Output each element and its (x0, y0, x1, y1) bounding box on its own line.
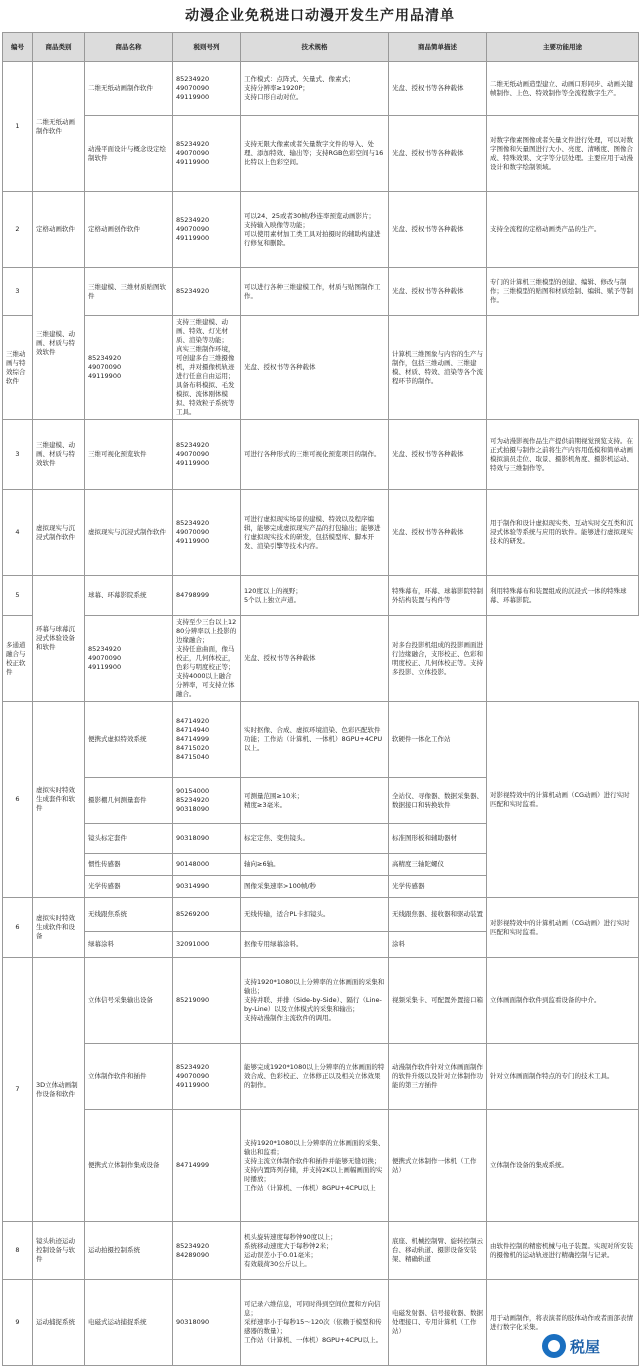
product-description: 便携式立体制作一体机（工作站） (389, 1110, 487, 1222)
product-category: 三维建模、动画、材质与特效软件 (33, 268, 85, 420)
tariff-code: 84714999 (173, 1110, 241, 1222)
table-row (3, 1110, 639, 1222)
product-name: 立体信号采集输出设备 (85, 958, 173, 1044)
main-use: 用于动画制作，将表演者的肢体动作或者面部表情进行数字化采集。 (487, 1280, 639, 1366)
row-number: 8 (3, 1222, 33, 1280)
product-description: 特殊幕布，环幕、球幕影院特制外结构装置与构件等 (389, 576, 487, 616)
tariff-code: 84798999 (173, 576, 241, 616)
tariff-code: 85234920 49070090 49119900 (173, 420, 241, 490)
product-name: 便携式虚拟特效系统 (85, 702, 173, 778)
product-name: 光学传感器 (85, 876, 173, 898)
table-row (3, 268, 639, 316)
product-description: 光学传感器 (389, 876, 487, 898)
product-name: 球幕、环幕影院系统 (85, 576, 173, 616)
tech-spec: 120度以上的视野； 5个以上独立声道。 (241, 576, 389, 616)
tech-spec: 标定定焦、变焦镜头。 (241, 824, 389, 854)
tech-spec: 可进行各种形式的三维可视化预览项目的制作。 (241, 420, 389, 490)
main-use: 针对立体画面制作特点的专门的技术工具。 (487, 1044, 639, 1110)
row-number: 6 (3, 898, 33, 958)
product-category: 虚拟实时特效生成套件和软件 (33, 702, 85, 898)
product-description: 底座、机械控制臂、旋转控制云台、移动轨道、摄影设备安装架、精确轨道 (389, 1222, 487, 1280)
row-number: 9 (3, 1280, 33, 1366)
tech-spec: 工作模式：点阵式、矢量式、像素式； 支持分辨率≥1920P； 支持口形自动对位。 (241, 62, 389, 116)
tech-spec: 支持至少三台以上1280分辨率以上投影的边缘融合； 支持任意曲面，像马校正，几何体校正，色彩与明度校正等； 支持4000以上融合分辨率，可支持立体融合。 (173, 616, 241, 702)
table-row (3, 898, 639, 932)
tech-spec: 图像采集速率>100帧/秒 (241, 876, 389, 898)
tariff-code: 85234920 49070090 49119900 (173, 116, 241, 192)
product-name: 三维可视化预览软件 (85, 420, 173, 490)
tech-spec: 可测量范围≥10米； 精度≥3毫米。 (241, 778, 389, 824)
tech-spec: 支持三维建模、动画、特效、灯光材质、渲染等功能； 真实三维制作环境，可创建多台三维摄像机，并对摄像机轨迹进行任意自由运用； 具备布料模拟、毛发模拟、流体刚体模拟、特效粒子系统等工具。 (173, 316, 241, 420)
product-description: 光盘、授权书等各种载体 (389, 192, 487, 268)
product-name: 三维建模、三维材质贴图软件 (85, 268, 173, 316)
main-use: 利用特殊幕布和装置组成的沉浸式一体的特殊球幕、环幕影院。 (487, 576, 639, 616)
table-row (3, 62, 639, 116)
tariff-code: 85219090 (173, 958, 241, 1044)
tariff-code: 85234920 49070090 49119900 (173, 62, 241, 116)
tariff-code: 85234920 49070090 49119900 (173, 1044, 241, 1110)
table-row (3, 702, 639, 778)
tariff-code: 90318090 (173, 824, 241, 854)
tech-spec: 可记录六维信息，可同时得到空间位置和方向信息； 采样速率小于每秒15～120次（依赖于模型和传感器的数量）； 工作站（计算机、一体机）8GPU+4CPU以上。 (241, 1280, 389, 1366)
main-use: 用于制作和设计虚拟现实类、互动实时交互类和沉浸式体验等系统与应用的软件。能够进行虚拟现实技术的研发。 (487, 490, 639, 576)
product-name: 摄影棚几何测量套件 (85, 778, 173, 824)
tech-spec: 轴向≥6轴。 (241, 854, 389, 876)
tariff-code: 85234920 84289090 (173, 1222, 241, 1280)
main-use: 立体制作设备的集成系统。 (487, 1110, 639, 1222)
main-use: 立体画面制作软件到监看设备的中介。 (487, 958, 639, 1044)
product-category: 虚拟现实与沉浸式制作软件 (33, 490, 85, 576)
tech-spec: 实时抠像、合成、虚拟环境渲染、色彩匹配软件功能；工作站（计算机、一体机）8GPU+4CPU以上。 (241, 702, 389, 778)
product-description: 电磁发射器、信号接收器、数据处理接口、专用计算机（工作站） (389, 1280, 487, 1366)
product-category: 定格动画软件 (33, 192, 85, 268)
product-description: 无线跟焦器、接收器和驱动装置 (389, 898, 487, 932)
product-name: 动漫平面设计与概念设定绘制软件 (85, 116, 173, 192)
product-description: 光盘、授权书等各种载体 (241, 616, 389, 702)
header-no: 编号 (3, 33, 33, 62)
product-description: 光盘、授权书等各种载体 (389, 420, 487, 490)
row-number: 1 (3, 62, 33, 192)
table-row (3, 958, 639, 1044)
table-row (3, 1044, 639, 1110)
product-name: 绿幕涂料 (85, 932, 173, 958)
product-name: 惯性传感器 (85, 854, 173, 876)
table-row (3, 420, 639, 490)
main-use: 对多台投影机组成的投影画面进行边缘融合，支形校正、色彩和明度校正、几何体校正等。支持多投影、立体投影。 (389, 616, 487, 702)
header-main-use: 主要功能用途 (487, 33, 639, 62)
tech-spec: 支持1920*1080以上分辨率的立体画面的采集、输出和监看； 支持主流立体制作软件和插件并能够无缝切换； 支持内置阵列存储，并支持2K以上画幅画面的实时播放； 工作站（计算机、一体机）8GPU+4CPU以上 (241, 1110, 389, 1222)
tariff-code: 85234920 49070090 49119900 (173, 490, 241, 576)
tech-spec: 机头旋转速度每秒钟90度以上； 系统移动速度大于每秒钟2米； 运动误差小于0.01毫米； 有效载荷30公斤以上。 (241, 1222, 389, 1280)
row-number: 3 (3, 268, 33, 316)
product-name: 二维无纸动画制作软件 (85, 62, 173, 116)
table-row (3, 116, 639, 192)
row-number: 3 (3, 420, 33, 490)
table-row (3, 316, 639, 420)
row-number: 5 (3, 576, 33, 616)
watermark (542, 1332, 632, 1360)
product-name: 运动拍摄控制系统 (85, 1222, 173, 1280)
tech-spec: 支持无限大像素或者矢量数字文件的导入、处理、添加特效、输出等；支持RGB色彩空间与16比特以上色彩空间。 (241, 116, 389, 192)
product-description: 涂料 (389, 932, 487, 958)
tech-spec: 能够完成1920*1080以上分辨率的立体画面的特效合成、色彩校正、立体修正以及相关立体效果的制作。 (241, 1044, 389, 1110)
tech-spec: 可进行虚拟现实场景的建模、特效以及程序编辑，能够完成虚拟现实产品的打包输出；能够进行虚拟现实技术的研发，包括模型库、脚本开发、渲染引擎等技术内容。 (241, 490, 389, 576)
product-category: 三维建模、动画、材质与特效软件 (33, 420, 85, 490)
table-body (3, 62, 639, 1366)
product-description: 动漫制作软件针对立体画面制作的软件升级以及针对立体制作功能的第三方插件 (389, 1044, 487, 1110)
tariff-code: 32091000 (173, 932, 241, 958)
main-use: 专门的计算机三维模型的创建、编辑、修改与制作；三维模型的贴图和材质绘制、编辑、赋予等制作。 (487, 268, 639, 316)
tariff-code: 90318090 (173, 1280, 241, 1366)
product-name: 便携式立体制作集成设备 (85, 1110, 173, 1222)
product-name: 电磁式运动捕捉系统 (85, 1280, 173, 1366)
table-row (3, 192, 639, 268)
main-use: 计算机三维图象与内容的生产与制作，包括三维动画、三维建模、材质、特效、渲染等各个流程环节的制作。 (389, 316, 487, 420)
watermark-text: 税屋 (570, 1337, 601, 1356)
table-row (3, 490, 639, 576)
product-description: 光盘、授权书等各种载体 (389, 62, 487, 116)
tariff-code: 85269200 (173, 898, 241, 932)
main-use: 对影视特效中的计算机动画（CG动画）进行实时匹配和实时监看。 (487, 898, 639, 958)
main-use: 对影视特效中的计算机动画（CG动画）进行实时匹配和实时监看。 (487, 702, 639, 898)
product-name: 定格动画创作软件 (85, 192, 173, 268)
tariff-code: 85234920 49070090 49119900 (173, 192, 241, 268)
tech-spec: 可以进行各种三维建模工作，材质与贴图制作工作。 (241, 268, 389, 316)
product-category: 环幕与球幕沉浸式体验设备和软件 (33, 576, 85, 702)
product-name: 无线跟焦系统 (85, 898, 173, 932)
product-category: 二维无纸动画制作软件 (33, 62, 85, 192)
tech-spec: 支持1920*1080以上分辨率的立体画面的采集和输出； 支持并联、并排（Side-by-Side）、隔行（Line-by-Line）以及立体模式的采集和输出； 支持动漫制作主流软件的调用。 (241, 958, 389, 1044)
row-number: 7 (3, 958, 33, 1222)
header-description: 商品简单描述 (389, 33, 487, 62)
product-name: 立体制作软件和插件 (85, 1044, 173, 1110)
tariff-code: 85234920 (173, 268, 241, 316)
product-category: 虚拟实时特效生成软件和设备 (33, 898, 85, 958)
row-number: 6 (3, 702, 33, 898)
product-description: 全站仪、寻像器、数据采集器、数据接口和转换软件 (389, 778, 487, 824)
product-description: 光盘、授权书等各种载体 (389, 268, 487, 316)
product-category: 3D立体动画制作设备和软件 (33, 958, 85, 1222)
main-use: 支持全流程的定格动画类产品的生产。 (487, 192, 639, 268)
row-number: 2 (3, 192, 33, 268)
product-name: 三维动画与特效综合软件 (3, 316, 33, 420)
product-description: 视频采集卡、可配置外置接口箱 (389, 958, 487, 1044)
tariff-code: 85234920 49070090 49119900 (85, 616, 173, 702)
product-category: 镜头轨迹运动控制设备与软件 (33, 1222, 85, 1280)
product-description: 光盘、授权书等各种载体 (389, 490, 487, 576)
product-description: 软硬件一体化工作站 (389, 702, 487, 778)
row-number: 4 (3, 490, 33, 576)
tariff-code: 90148000 (173, 854, 241, 876)
table-row (3, 1222, 639, 1280)
tariff-code: 84714920 84714940 84714999 84715020 84715040 (173, 702, 241, 778)
main-use: 对数字像素图像或者矢量文件进行处理，可以对数字图像和矢量图进行大小、亮度、清晰度、图像合成、特殊效果、文字等分层处理。主要应用于动漫设计和数字绘制领域。 (487, 116, 639, 192)
tariff-code: 90154000 85234920 90318090 (173, 778, 241, 824)
product-category: 运动捕捉系统 (33, 1280, 85, 1366)
header-tech-spec: 技术规格 (241, 33, 389, 62)
main-use: 二维无纸动画造型建立、动画口形同步、动画关键帧制作、上色、特效制作等全流程数字生产。 (487, 62, 639, 116)
tech-spec: 可以24、25或者30帧/秒连率预览动画影片； 支持输入映像等功能； 可以使用素材加工类工具对拍摄时的辅助构建进行修复和删除。 (241, 192, 389, 268)
header-category: 商品类别 (33, 33, 85, 62)
main-use: 可为动漫影视作品生产提供前期视觉预览支持。在正式拍摄与制作之前将生产内容用低模和简单动画模拟演员走位、取景、摄影机角度、摄影机运动、特效与三维制作等。 (487, 420, 639, 490)
tech-spec: 抠像专用绿幕涂料。 (241, 932, 389, 958)
product-description: 光盘、授权书等各种载体 (241, 316, 389, 420)
product-name: 多通道融合与校正软件 (3, 616, 33, 702)
product-name: 镜头标定套件 (85, 824, 173, 854)
tariff-code: 90314990 (173, 876, 241, 898)
header-product-name: 商品名称 (85, 33, 173, 62)
product-list-table (2, 32, 639, 1366)
table-header-row (3, 33, 639, 62)
page-title: 动漫企业免税进口动漫开发生产用品清单 (185, 8, 455, 24)
product-name: 虚拟现实与沉浸式制作软件 (85, 490, 173, 576)
table-row (3, 616, 639, 702)
main-use: 由软件控制的精密机械与电子装置。实现对所安装的摄像机的运动轨迹进行精确控制与记录。 (487, 1222, 639, 1280)
product-description: 高精度三轴陀螺仪 (389, 854, 487, 876)
header-tariff-code: 税则号列 (173, 33, 241, 62)
product-description: 标准图形板和辅助器材 (389, 824, 487, 854)
tech-spec: 无线传输，适合PL卡扣镜头。 (241, 898, 389, 932)
table-row (3, 576, 639, 616)
shuiwu-logo-icon (542, 1334, 566, 1358)
tariff-code: 85234920 49070090 49119900 (85, 316, 173, 420)
product-description: 光盘、授权书等各种载体 (389, 116, 487, 192)
